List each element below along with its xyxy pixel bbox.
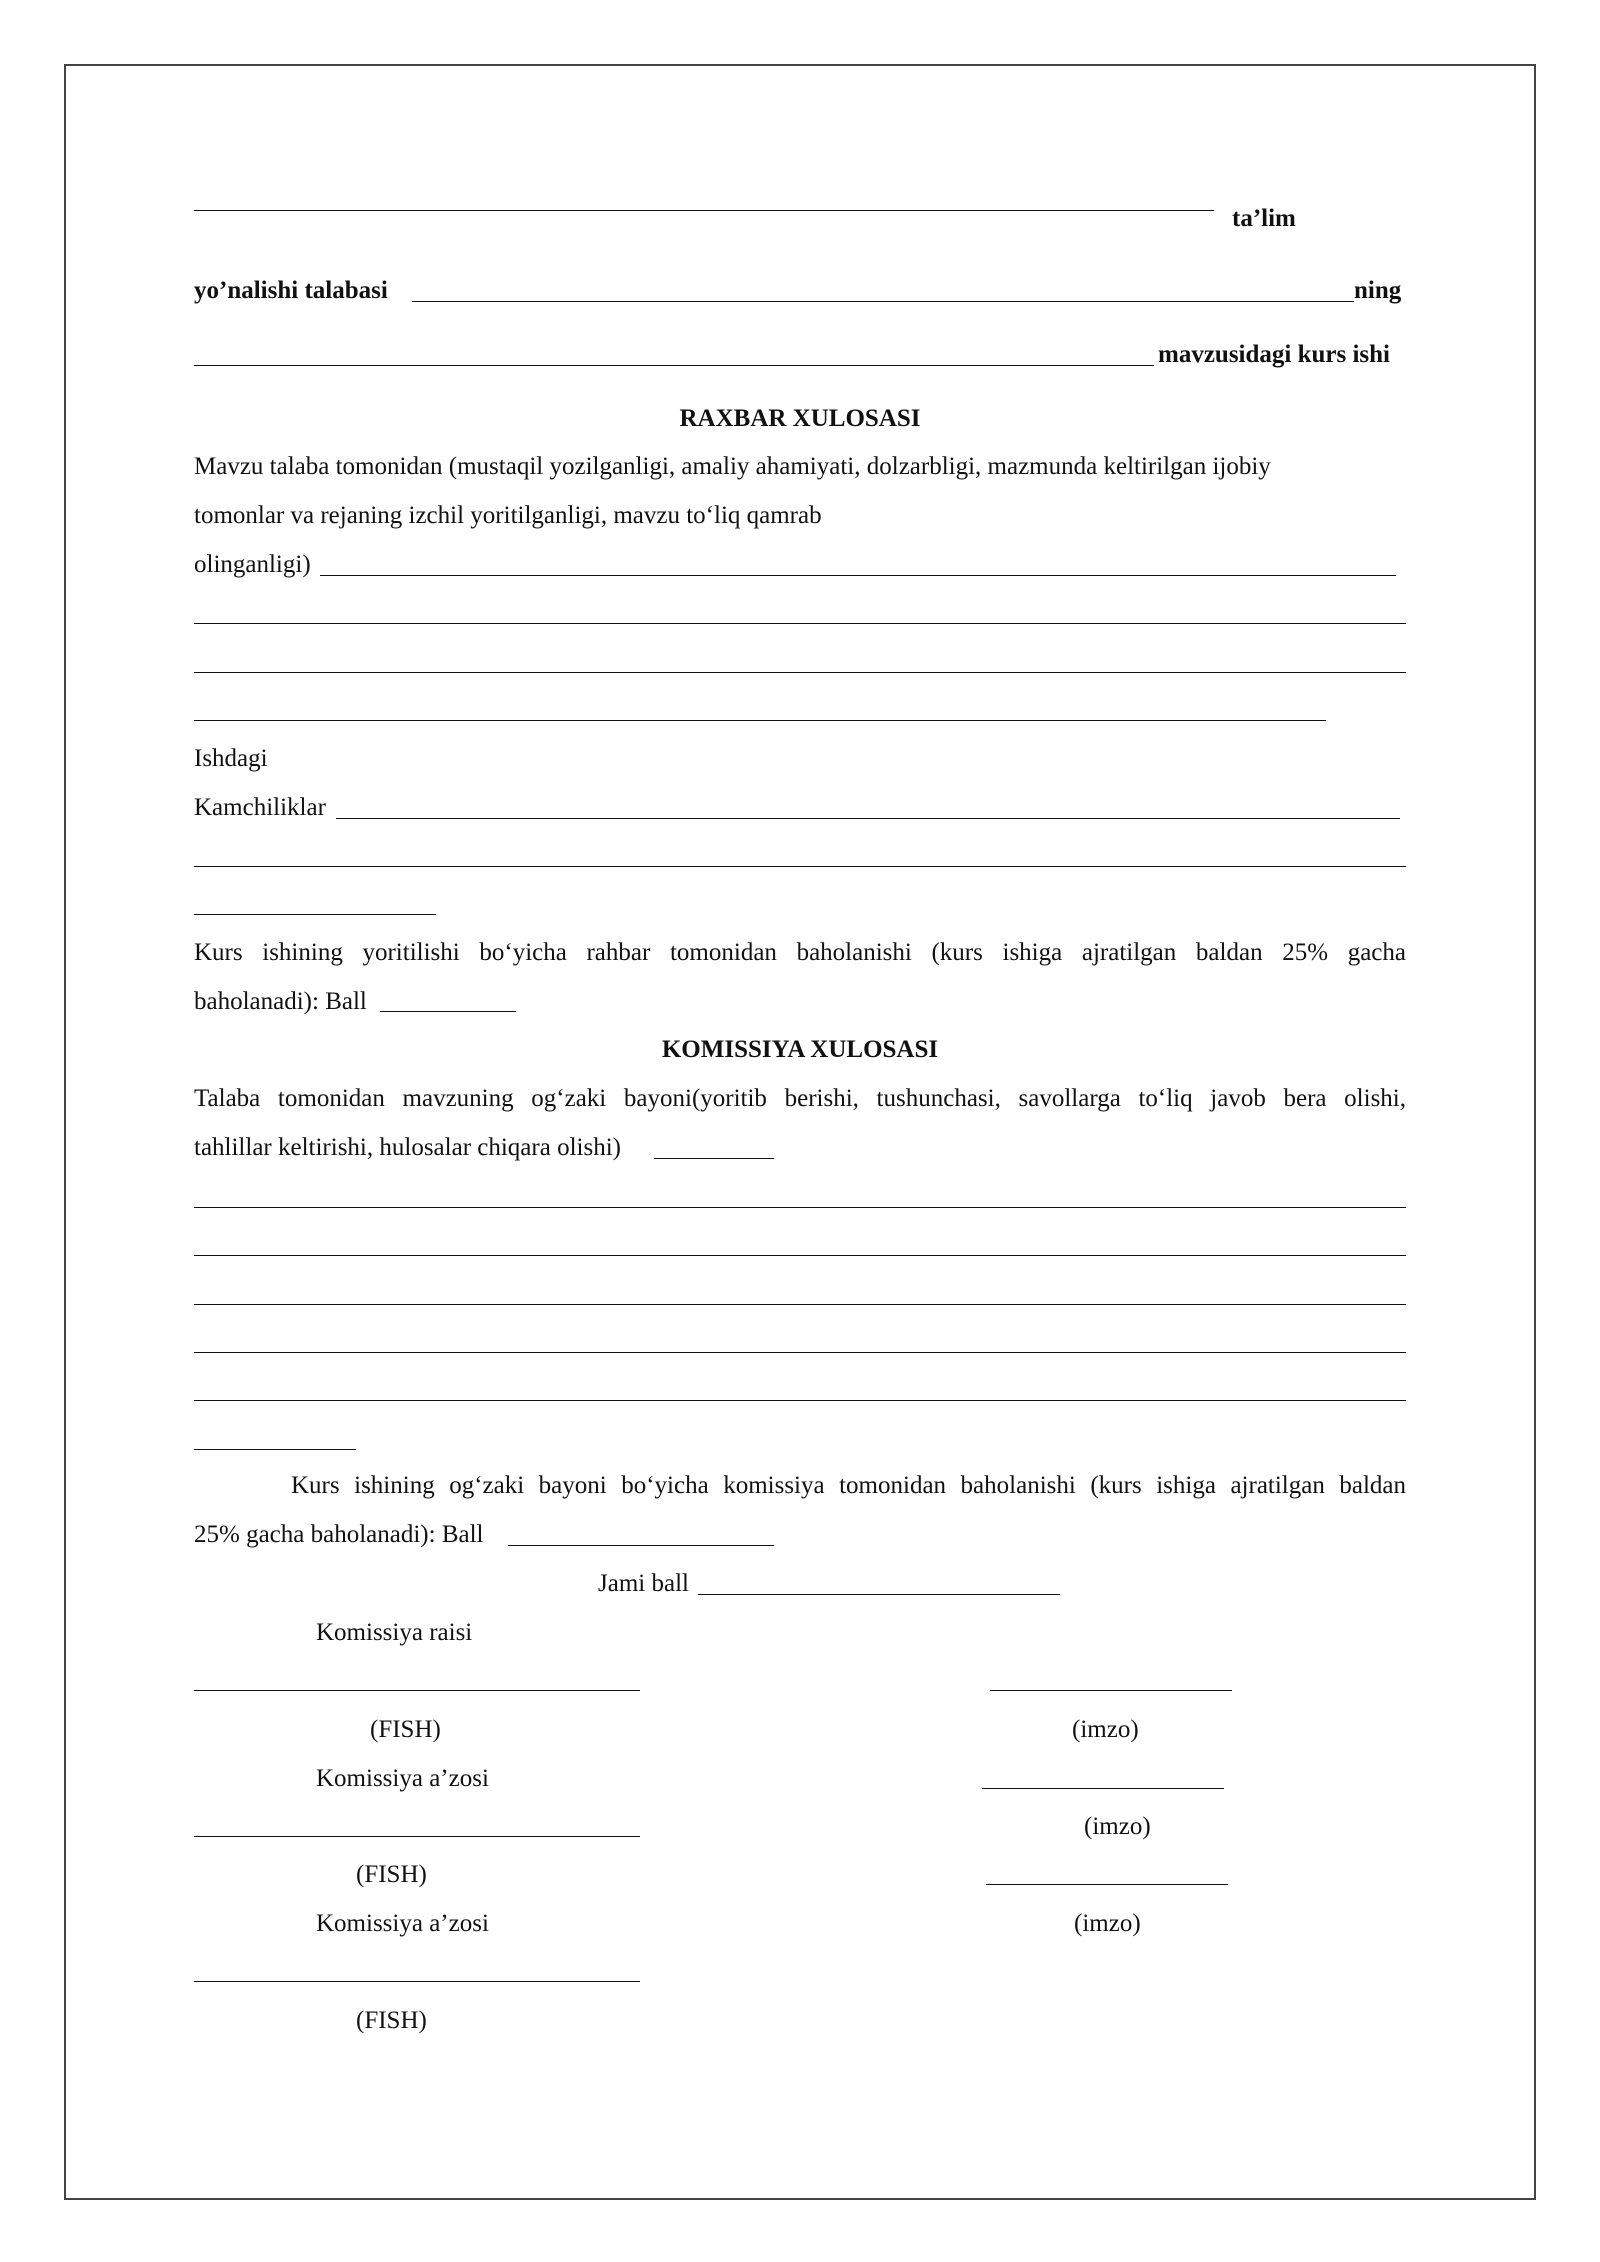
- azosi2-fish-line[interactable]: [194, 1981, 640, 1982]
- azosi1-fish-line[interactable]: [194, 1836, 640, 1837]
- raisi-imzo-caption: (imzo): [1072, 1716, 1139, 1743]
- blank-komissiya-line[interactable]: [194, 1207, 1406, 1208]
- blank-raxbar-line[interactable]: [194, 623, 1406, 624]
- jami-ball-label: Jami ball: [598, 1570, 689, 1597]
- blank-topic-line[interactable]: [194, 365, 1154, 366]
- azosi1-imzo-line[interactable]: [982, 1788, 1224, 1789]
- raxbar-intro-line3: olinganligi): [194, 551, 311, 578]
- blank-kamchiliklar-line[interactable]: [336, 818, 1400, 819]
- blank-direction-line[interactable]: [194, 210, 1214, 211]
- komissiya-grade-line1: Kurs ishining og‘zaki bayoni bo‘yicha komissiya tomonidan baholanishi (kurs ishiga ajratilgan baldan: [291, 1472, 1406, 1499]
- blank-komissiya-line[interactable]: [194, 1255, 1406, 1256]
- kamchiliklar-label: Kamchiliklar: [194, 794, 326, 821]
- raxbar-title: RAXBAR XULOSASI: [679, 405, 921, 432]
- azosi1-imzo-caption: (imzo): [1084, 1813, 1151, 1840]
- blank-student-name-line[interactable]: [412, 301, 1354, 302]
- blank-komissiya-line[interactable]: [194, 1304, 1406, 1305]
- komissiya-azosi-label-2: Komissiya a’zosi: [316, 1910, 489, 1937]
- blank-raxbar-line[interactable]: [320, 575, 1396, 576]
- blank-komissiya-line[interactable]: [194, 1449, 356, 1450]
- yonalishi-label: yo’nalishi talabasi: [194, 277, 388, 304]
- raisi-fish-line[interactable]: [194, 1690, 640, 1691]
- raxbar-ball-field[interactable]: [380, 1011, 516, 1012]
- ning-label: ning: [1354, 277, 1402, 304]
- komissiya-ball-field[interactable]: [508, 1545, 774, 1546]
- raxbar-intro-line1: Mavzu talaba tomonidan (mustaqil yozilganligi, amaliy ahamiyati, dolzarbligi, mazmunda keltirilgan ijobiy: [194, 453, 1271, 480]
- azosi2-imzo-line[interactable]: [986, 1884, 1228, 1885]
- raxbar-grade-line1: Kurs ishining yoritilishi bo‘yicha rahbar tomonidan baholanishi (kurs ishiga ajratilgan baldan 25% gacha: [194, 939, 1406, 966]
- komissiya-raisi-label: Komissiya raisi: [316, 1619, 473, 1646]
- blank-raxbar-line[interactable]: [194, 672, 1406, 673]
- komissiya-title: KOMISSIYA XULOSASI: [661, 1036, 939, 1063]
- blank-raxbar-line[interactable]: [194, 720, 1326, 721]
- raisi-imzo-line[interactable]: [990, 1690, 1232, 1691]
- komissiya-text-line2: tahlillar keltirishi, hulosalar chiqara olishi): [194, 1134, 621, 1161]
- talim-label: ta’lim: [1232, 205, 1296, 232]
- raxbar-grade-line2: baholanadi): Ball: [194, 988, 367, 1015]
- azosi2-fish-caption: (FISH): [356, 2007, 427, 2034]
- azosi2-imzo-caption: (imzo): [1074, 1910, 1141, 1937]
- blank-komissiya-line[interactable]: [194, 1352, 1406, 1353]
- blank-komissiya-line[interactable]: [654, 1158, 774, 1159]
- komissiya-grade-line2: 25% gacha baholanadi): Ball: [194, 1521, 484, 1548]
- blank-kamchiliklar-line[interactable]: [194, 914, 436, 915]
- komissiya-text-line1: Talaba tomonidan mavzuning og‘zaki bayoni(yoritib berishi, tushunchasi, savollarga to‘liq javob bera olishi,: [194, 1085, 1406, 1112]
- komissiya-azosi-label-1: Komissiya a’zosi: [316, 1765, 489, 1792]
- ishdagi-label: Ishdagi: [194, 745, 268, 772]
- azosi1-fish-caption: (FISH): [356, 1861, 427, 1888]
- jami-ball-field[interactable]: [698, 1594, 1060, 1595]
- raxbar-intro-line2: tomonlar va rejaning izchil yoritilganligi, mavzu to‘liq qamrab: [194, 502, 822, 529]
- blank-komissiya-line[interactable]: [194, 1400, 1406, 1401]
- mavzusidagi-label: mavzusidagi kurs ishi: [1158, 341, 1391, 368]
- blank-kamchiliklar-line[interactable]: [194, 866, 1406, 867]
- raisi-fish-caption: (FISH): [370, 1716, 441, 1743]
